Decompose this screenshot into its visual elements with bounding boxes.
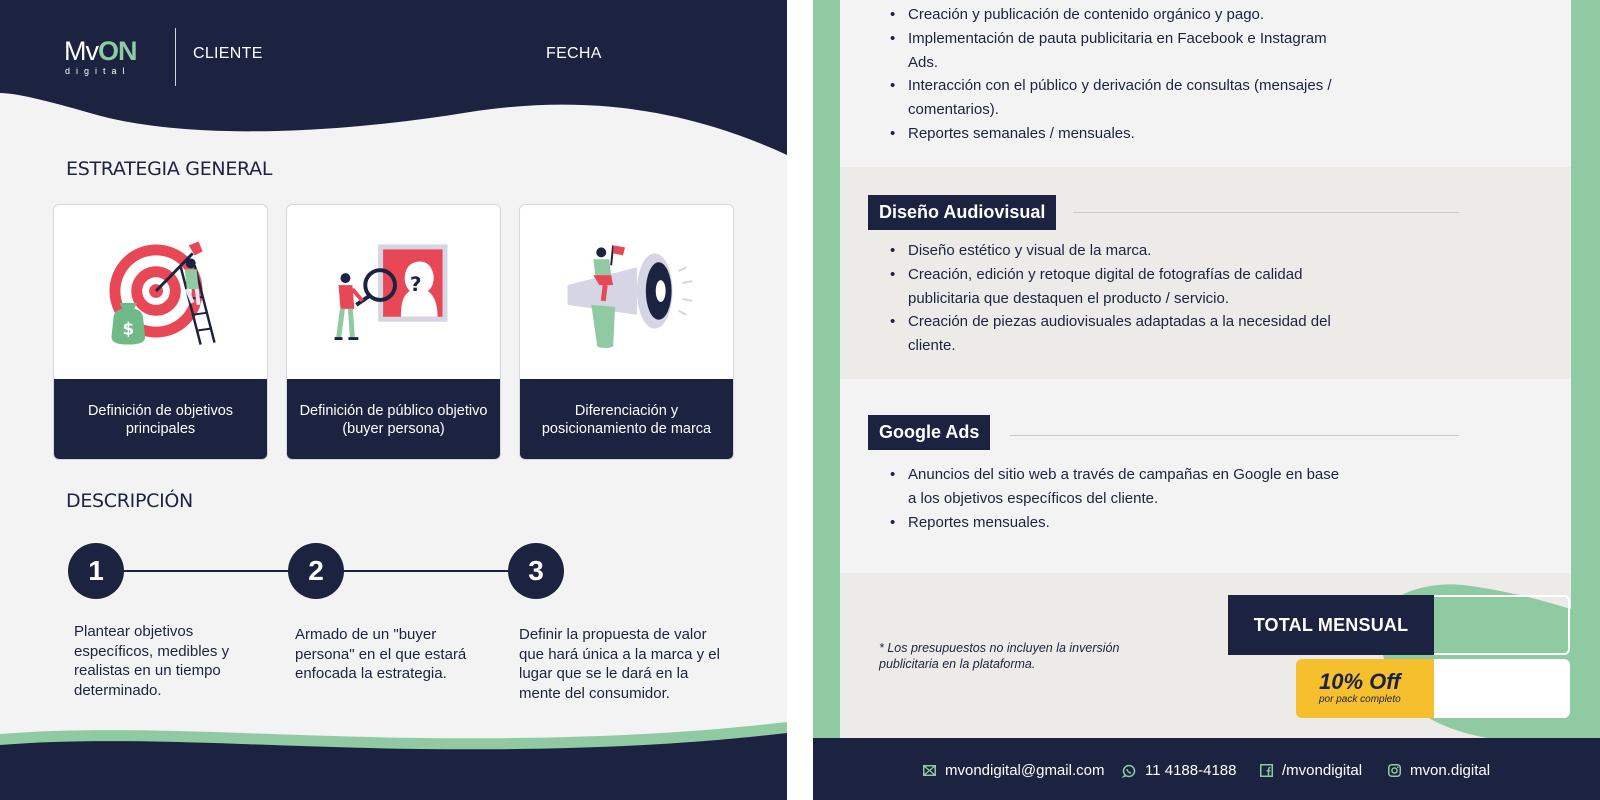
discount-main-text: 10% Off <box>1319 669 1401 694</box>
total-mensual-value-box[interactable] <box>1434 595 1570 655</box>
contact-phone-text: 11 4188-4188 <box>1145 762 1237 779</box>
date-field-label: FECHA <box>546 45 602 62</box>
discount-sub-text: por pack completo <box>1319 694 1401 705</box>
step-description: Definir la propuesta de valor que hará única a la marca y el lugar que se le dará en la mente del consumidor. <box>519 626 720 702</box>
right-page <box>813 0 1600 800</box>
list-item: • Interacción con el público y derivación de consultas (mensajes / comentarios). <box>888 74 1348 122</box>
mvon-logo: MvON digital <box>64 36 137 76</box>
strategy-heading: ESTRATEGIA GENERAL <box>66 158 273 180</box>
svg-text:$: $ <box>122 318 135 339</box>
list-item: • Creación, edición y retoque digital de fotografías de calidad publicitaria que destaquen el producto / servicio. <box>888 263 1348 311</box>
list-item: • Creación y publicación de contenido orgánico y pago. <box>888 3 1348 27</box>
discount-badge <box>1296 659 1434 718</box>
strategy-card-positioning <box>519 204 734 460</box>
discount-value-box[interactable] <box>1434 659 1570 718</box>
list-item: • Implementación de pauta publicitaria en Facebook e Instagram Ads. <box>888 27 1348 75</box>
left-page <box>0 0 787 800</box>
magnifier-illustration-icon <box>287 205 500 379</box>
step-number-badge: 2 <box>288 543 344 599</box>
step-number-badge: 1 <box>68 543 124 599</box>
target-illustration-icon <box>54 205 267 379</box>
megaphone-illustration-icon <box>520 205 733 379</box>
header-wave-background <box>0 0 787 160</box>
description-heading: DESCRIPCIÓN <box>66 490 193 512</box>
contact-email[interactable] <box>923 762 1104 779</box>
list-item: • Anuncios del sitio web a través de campañas en Google en base a los objetivos específicos del cliente. <box>888 463 1348 511</box>
instagram-icon <box>1388 764 1401 777</box>
footer-wave-background <box>0 700 787 800</box>
header-divider <box>175 28 176 86</box>
list-item: • Reportes mensuales. <box>888 511 1348 535</box>
step-description: Plantear objetivos específicos, medibles y realistas en un tiempo determinado. <box>74 623 230 699</box>
strategy-card-objectives <box>53 204 268 460</box>
strategy-card-caption: Definición de público objetivo (buyer persona) <box>287 379 500 460</box>
step-description: Armado de un "buyer persona" en el que estará enfocada la estrategia. <box>295 626 467 682</box>
google-ads-title: Google Ads <box>868 415 990 450</box>
facebook-icon <box>1260 764 1273 777</box>
svg-text:?: ? <box>410 273 422 297</box>
contact-instagram[interactable] <box>1388 762 1490 779</box>
contact-phone[interactable] <box>1122 762 1236 779</box>
list-item: • Creación de piezas audiovisuales adaptadas a la necesidad del cliente. <box>888 310 1348 358</box>
list-item: • Diseño estético y visual de la marca. <box>888 239 1348 263</box>
strategy-card-buyer-persona <box>286 204 501 460</box>
strategy-card-caption: Definición de objetivos principales <box>54 379 267 460</box>
mail-icon <box>923 764 936 777</box>
audiovisual-title: Diseño Audiovisual <box>868 195 1056 230</box>
list-item: • Reportes semanales / mensuales. <box>888 122 1348 146</box>
contact-facebook[interactable] <box>1260 762 1362 779</box>
strategy-card-caption: Diferenciación y posicionamiento de marca <box>520 379 733 460</box>
contact-facebook-text: /mvondigital <box>1282 762 1363 779</box>
contact-instagram-text: mvon.digital <box>1410 762 1491 779</box>
step-number-badge: 3 <box>508 543 564 599</box>
total-mensual-label: TOTAL MENSUAL <box>1228 595 1434 655</box>
client-field-label: CLIENTE <box>193 45 263 62</box>
contact-email-text: mvondigital@gmail.com <box>945 762 1105 779</box>
whatsapp-icon <box>1122 764 1136 778</box>
budget-note: * Los presupuestos no incluyen la inversión publicitaria en la plataforma. <box>879 641 1120 671</box>
